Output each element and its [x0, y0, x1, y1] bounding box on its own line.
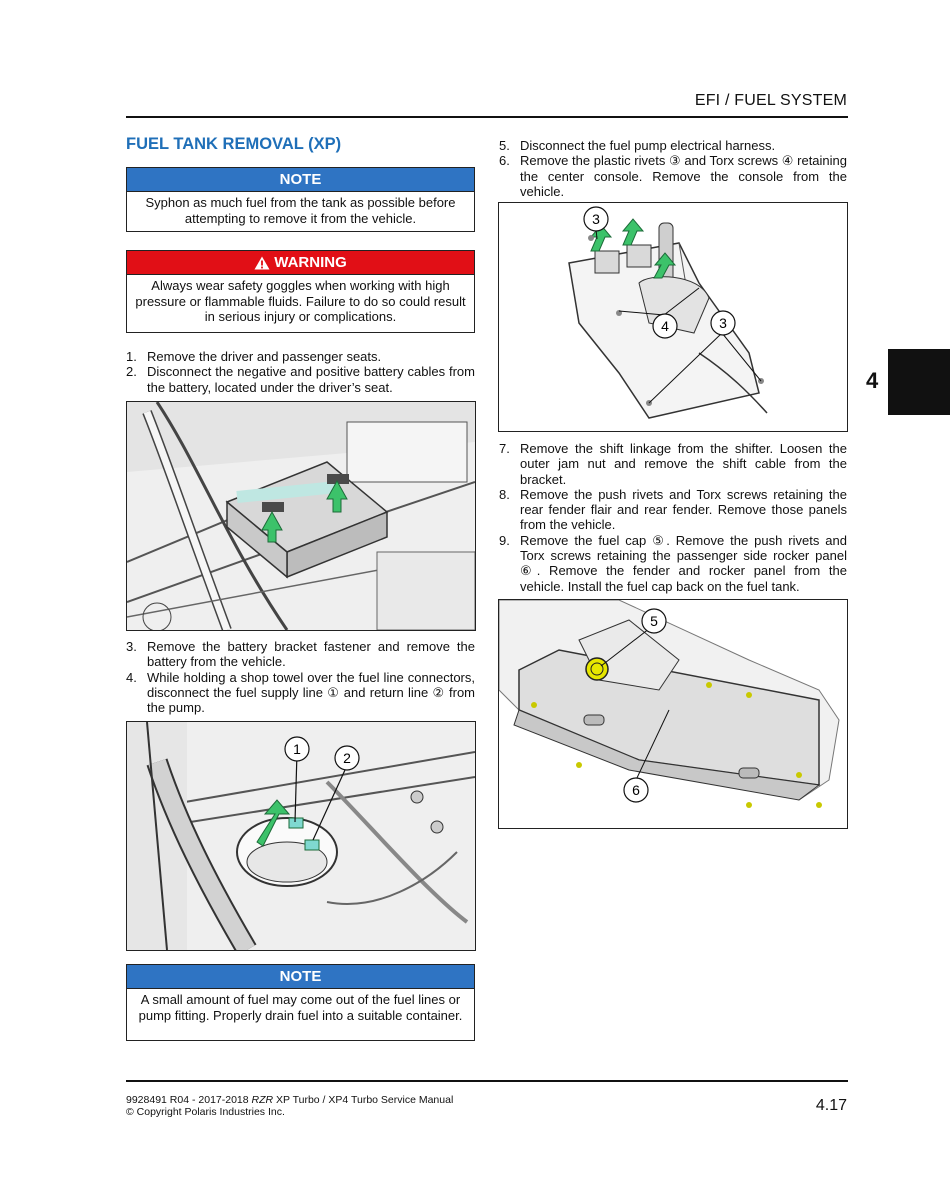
steps-list-a	[126, 349, 475, 395]
note-text: Syphon as much fuel from the tank as possible before attempting to remove it from the vehicle.	[127, 191, 474, 230]
steps-list-c	[499, 138, 847, 199]
list-item: 8. Remove the push rivets and Torx screws retaining the rear fender flair and rear fender. Remove those panels from the vehicle.	[499, 486, 847, 533]
list-item: 1. Remove the driver and passenger seats.	[126, 349, 382, 364]
callout-4: 4	[661, 318, 669, 334]
list-item: 9. Remove the fuel cap ⑤. Remove the push rivets and Torx screws retaining the passenger side rocker panel ⑥. Remove the fender and rocker panel from the vehicle. Install the fuel cap back on the fuel tank.	[499, 532, 847, 594]
callout-5: 5	[650, 613, 658, 629]
header-divider	[126, 116, 848, 118]
warning-triangle-icon	[254, 256, 270, 270]
footer-copyright: © Copyright Polaris Industries Inc.	[126, 1106, 285, 1118]
steps-list-b	[126, 639, 475, 715]
steps-list-d	[499, 441, 847, 594]
callout-2: 2	[343, 750, 351, 766]
list-item: 6. Remove the plastic rivets ③ and Torx screws ④ retaining the center console. Remove the console from the vehicle.	[499, 153, 847, 199]
note-text-2: A small amount of fuel may come out of the fuel lines or pump fitting. Properly drain fuel into a suitable container.	[127, 988, 474, 1027]
footer-manual-title: 9928491 R04 - 2017-2018 RZR XP Turbo / XP4 Turbo Service Manual	[126, 1094, 454, 1106]
note-box	[126, 167, 475, 232]
list-item: 3. Remove the battery bracket fastener and remove the battery from the vehicle.	[126, 639, 475, 670]
callout-6: 6	[632, 782, 640, 798]
warning-box	[126, 250, 475, 333]
callout-1: 1	[293, 741, 301, 757]
figure-center-console	[498, 202, 848, 432]
callout-3: 3	[592, 211, 600, 227]
list-item: 4. While holding a shop towel over the fuel line connectors, disconnect the fuel supply line ① and return line ② from the pump.	[126, 669, 475, 716]
figure-fuel-pump	[126, 721, 476, 951]
footer-text	[126, 1094, 453, 1118]
note-label: NOTE	[127, 168, 474, 191]
figure-battery	[126, 401, 476, 631]
warning-label: WARNING	[274, 254, 347, 271]
page-number: 4.17	[815, 1097, 847, 1114]
list-item: 7. Remove the shift linkage from the shifter. Loosen the outer jam nut and remove the shift cable from the bracket.	[499, 441, 847, 487]
list-item: 2. Disconnect the negative and positive battery cables from the battery, located under the driver’s seat.	[126, 364, 475, 395]
warning-text: Always wear safety goggles when working with high pressure or flammable fluids. Failure to do so could result in serious injury or complications.	[127, 274, 474, 329]
note-box-2	[126, 964, 475, 1041]
footer-divider	[126, 1080, 848, 1082]
note-label-2: NOTE	[127, 965, 474, 988]
header-title: EFI / FUEL SYSTEM	[694, 92, 847, 109]
list-item: 5. Disconnect the fuel pump electrical harness.	[499, 138, 776, 153]
chapter-number: 4	[866, 368, 879, 393]
callout-3b: 3	[719, 315, 727, 331]
section-title: FUEL TANK REMOVAL (XP)	[126, 135, 342, 153]
chapter-tab	[888, 349, 950, 415]
figure-fender-rocker	[498, 599, 848, 829]
